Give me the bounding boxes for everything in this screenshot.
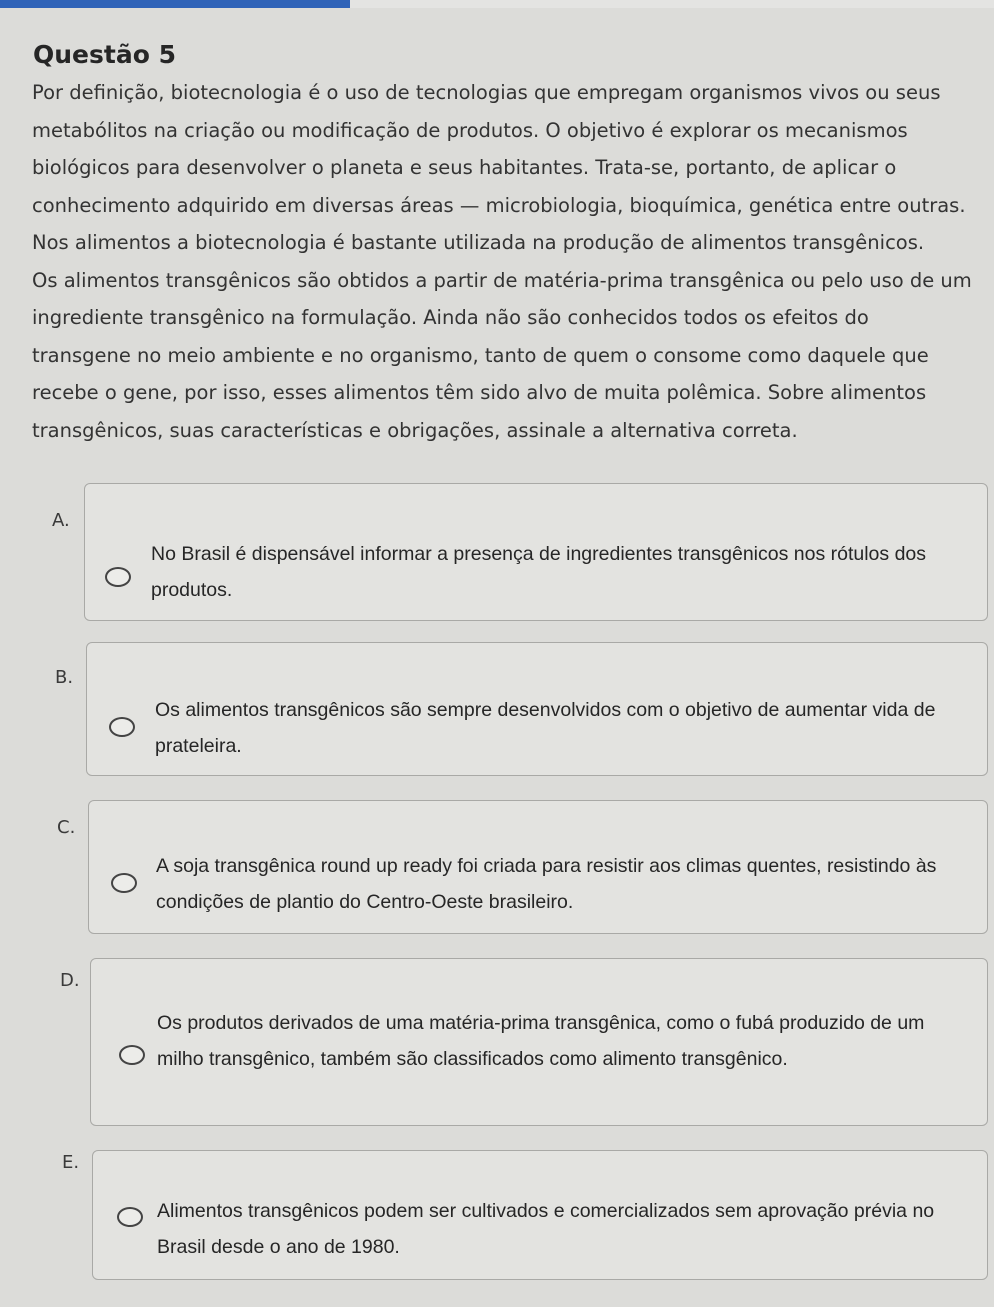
top-progress-bar <box>0 0 994 8</box>
option-d-letter: D. <box>60 970 80 991</box>
option-d[interactable] <box>90 958 988 1126</box>
option-a-letter: A. <box>52 510 70 531</box>
option-c-text: A soja transgênica round up ready foi criada para resistir aos climas quentes, resistindo às condições de plantio do Centro-Oeste brasileiro. <box>156 855 937 913</box>
statement-paragraph-2: Os alimentos transgênicos são obtidos a partir de matéria-prima transgênica ou pelo uso de um ingrediente transgênico na formulação. Ainda não são conhecidos todos os efeitos do transgene no meio ambiente e no organismo, tanto de quem o consome como daquele que recebe o gene, por isso, esses alimentos têm sido alvo de muita polêmica. Sobre alimentos transgênicos, suas características e obrigações, assinale a alternativa correta. <box>32 268 972 442</box>
option-e-letter: E. <box>62 1152 80 1173</box>
option-a-text: No Brasil é dispensável informar a presença de ingredientes transgênicos nos rótulos dos produtos. <box>151 543 927 601</box>
option-e-radio[interactable] <box>117 1207 143 1227</box>
option-c[interactable] <box>88 800 988 934</box>
option-d-text: Os produtos derivados de uma matéria-prima transgênica, como o fubá produzido de um milho transgênico, também são classificados como alimento transgênico. <box>157 1012 925 1070</box>
question-title: Questão 5 <box>33 40 176 69</box>
option-c-letter: C. <box>57 817 76 838</box>
option-a-radio[interactable] <box>105 567 131 587</box>
option-e-text: Alimentos transgênicos podem ser cultivados e comercializados sem aprovação prévia no Brasil desde o ano de 1980. <box>157 1200 935 1258</box>
option-b[interactable] <box>86 642 988 776</box>
option-e[interactable] <box>92 1150 988 1280</box>
option-a[interactable] <box>84 483 988 621</box>
statement-paragraph-1: Por definição, biotecnologia é o uso de tecnologias que empregam organismos vivos ou seus metabólitos na criação ou modificação de produtos. O objetivo é explorar os mecanismos biológicos para desenvolver o planeta e seus habitantes. Trata-se, portanto, de aplicar o conhecimento adquirido em diversas áreas — microbiologia, bioquímica, genética entre outras. Nos alimentos a biotecnologia é bastante utilizada na produção de alimentos transgênicos. <box>32 81 966 254</box>
option-b-text: Os alimentos transgênicos são sempre desenvolvidos com o objetivo de aumentar vida de prateleira. <box>155 699 936 757</box>
option-d-radio[interactable] <box>119 1045 145 1065</box>
option-b-radio[interactable] <box>109 717 135 737</box>
progress-accent <box>0 0 350 8</box>
question-statement <box>32 74 972 449</box>
option-b-letter: B. <box>55 667 74 688</box>
option-c-radio[interactable] <box>111 873 137 893</box>
